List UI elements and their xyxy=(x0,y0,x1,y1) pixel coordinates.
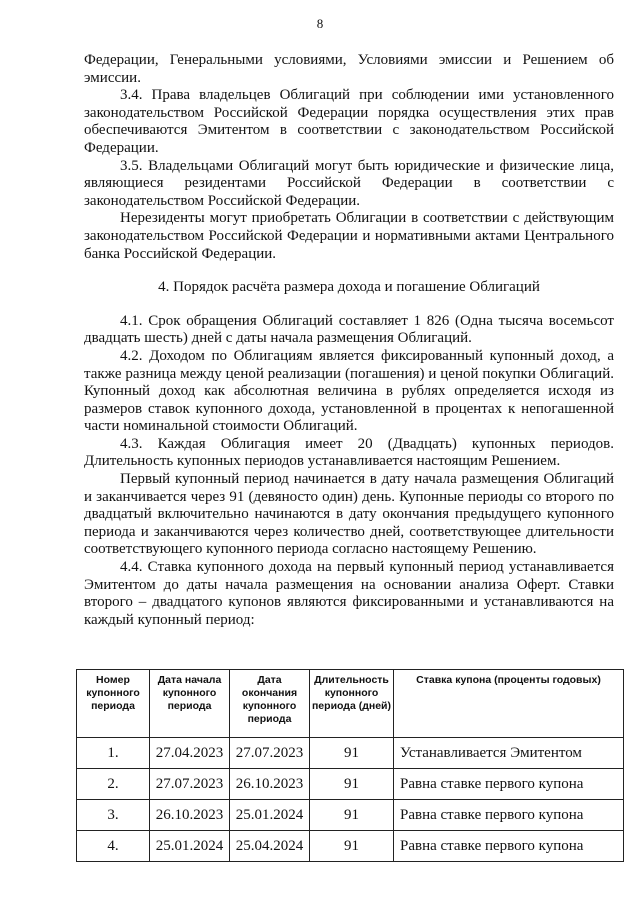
cell-start-date: 25.01.2024 xyxy=(150,831,230,862)
paragraph-nonresidents: Нерезиденты могут приобретать Облигации в соответствии с действующим законодательством Российской Федерации и нормативными актами Центрального банка Российской Федерации. xyxy=(84,210,614,262)
cell-end-date: 26.10.2023 xyxy=(230,769,310,800)
coupon-table xyxy=(76,669,624,862)
cell-rate: Равна ставке первого купона xyxy=(394,769,624,800)
cell-rate: Равна ставке первого купона xyxy=(394,831,624,862)
header-coupon-number: Номер купонного периода xyxy=(77,670,150,738)
cell-number: 1. xyxy=(77,738,150,769)
cell-end-date: 25.01.2024 xyxy=(230,800,310,831)
cell-number: 4. xyxy=(77,831,150,862)
cell-start-date: 26.10.2023 xyxy=(150,800,230,831)
paragraph-4-1: 4.1. Срок обращения Облигаций составляет 1 826 (Одна тысяча восемьсот двадцать шесть) дней с даты начала размещения Облигаций. xyxy=(84,312,614,347)
cell-duration: 91 xyxy=(310,769,394,800)
table-row xyxy=(77,769,624,800)
cell-duration: 91 xyxy=(310,738,394,769)
section-heading: 4. Порядок расчёта размера дохода и погашение Облигаций xyxy=(158,279,540,296)
body-text xyxy=(84,52,614,629)
cell-number: 2. xyxy=(77,769,150,800)
paragraph-4-3: 4.3. Каждая Облигация имеет 20 (Двадцать) купонных периодов. Длительность купонных периодов устанавливается настоящим Решением. xyxy=(84,435,614,470)
cell-duration: 91 xyxy=(310,831,394,862)
cell-start-date: 27.04.2023 xyxy=(150,738,230,769)
paragraph-4-4: 4.4. Ставка купонного дохода на первый купонный период устанавливается Эмитентом до даты начала размещения на основании анализа Оферт. Ставки второго – двадцатого купонов являются фиксированными и устанавливаются на каждый купонный период: xyxy=(84,559,614,628)
table-row xyxy=(77,738,624,769)
header-end-date: Дата окончания купонного периода xyxy=(230,670,310,738)
cell-number: 3. xyxy=(77,800,150,831)
paragraph-first-coupon: Первый купонный период начинается в дату начала размещения Облигаций и заканчивается через 91 (девяносто один) день. Купонные периоды со второго по двадцатый включительно начинаются в дату окончания предыдущего купонного периода и заканчиваются через количество дней, соответствующее длительности соответствующего купонного периода согласно настоящему Решению. xyxy=(84,471,614,558)
paragraph-3-4: 3.4. Права владельцев Облигаций при соблюдении ими установленного законодательством Российской Федерации порядка осуществления этих прав обеспечиваются Эмитентом в соответствии с законодательством Российской Федерации. xyxy=(84,87,614,156)
paragraph-continuation: Федерации, Генеральными условиями, Условиями эмиссии и Решением об эмиссии. xyxy=(84,52,614,86)
cell-start-date: 27.07.2023 xyxy=(150,769,230,800)
paragraph-4-2: 4.2. Доходом по Облигациям является фиксированный купонный доход, а также разница между ценой реализации (погашения) и ценой покупки Облигаций. Купонный доход как абсолютная величина в рублях определяется исходя из размеров ставок купонного дохода, установленной в процентах к непогашенной части номинальной стоимости Облигаций. xyxy=(84,347,614,435)
cell-end-date: 25.04.2024 xyxy=(230,831,310,862)
cell-rate: Устанавливается Эмитентом xyxy=(394,738,624,769)
header-coupon-rate: Ставка купона (проценты годовых) xyxy=(394,670,624,738)
page-number: 8 xyxy=(316,16,324,31)
header-start-date: Дата начала купонного периода xyxy=(150,670,230,738)
header-duration: Длительность купонного периода (дней) xyxy=(310,670,394,738)
paragraph-3-5: 3.5. Владельцами Облигаций могут быть юридические и физические лица, являющиеся резидентами Российской Федерации в соответствии с законодательством Российской Федерации. xyxy=(84,157,614,209)
table-row xyxy=(77,800,624,831)
cell-rate: Равна ставке первого купона xyxy=(394,800,624,831)
cell-end-date: 27.07.2023 xyxy=(230,738,310,769)
cell-duration: 91 xyxy=(310,800,394,831)
table-header-row xyxy=(77,670,624,738)
table-row xyxy=(77,831,624,862)
